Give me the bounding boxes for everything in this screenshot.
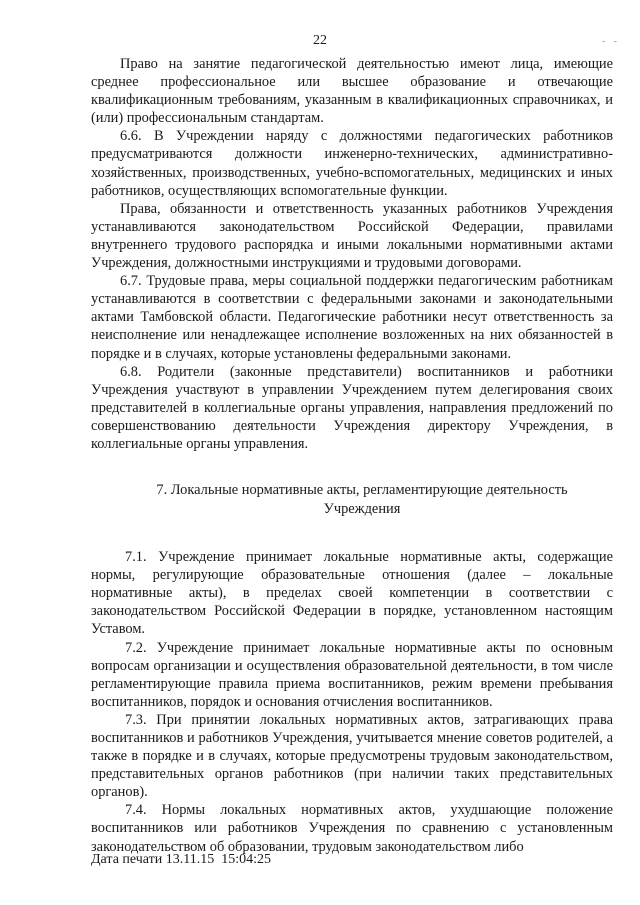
document-body [91, 55, 613, 856]
print-date-value: 13.11.15 [165, 852, 215, 867]
paragraph-qualification: Право на занятие педагогической деятельностью имеют лица, имеющие среднее профессиональное или высшее образование и отвечающие квалификационным требованиям, указанным в квалификационных справочниках, и (или) профессиональным стандартам. [91, 56, 613, 127]
section-7-heading-line-2: Учреждения [323, 500, 401, 517]
paragraph-6-7: 6.7. Трудовые права, меры социальной поддержки педагогическим работникам устанавливаются в соответствии с федеральными законами и законодательными актами Тамбовской области. Педагогические работники несут ответственность за неисполнение или ненадлежащее исполнение возложенных на них обязанностей в порядке и в случаях, которые установлены федеральными законами. [91, 273, 613, 362]
print-time-value: 15:04:25 [221, 852, 272, 867]
print-date-label: Дата печати [91, 852, 163, 867]
paragraph-6-8: 6.8. Родители (законные представители) воспитанников и работники Учреждения участвуют в управлении Учреждением путем делегирования своих представителей в коллегиальные органы управления, направления предложений по совершенствованию деятельности Учреждения директору Учреждения, в коллегиальные органы управления. [91, 363, 613, 452]
paragraph-7-1: 7.1. Учреждение принимает локальные нормативные акты, содержащие нормы, регулирующие образовательные отношения (далее – локальные нормативные акты), в пределах своей компетенции в соответствии с законодательством Российской Федерации в порядке, установленном настоящим Уставом. [91, 549, 613, 638]
section-7-heading [91, 481, 613, 518]
paragraph-7-3: 7.3. При принятии локальных нормативных актов, затрагивающих права воспитанников и работников Учреждения, учитывается мнение советов родителей, а также в порядке и в случаях, которые предусмотрены трудовым законодательством, представительных органов работников (при наличии таких представительных органов). [91, 711, 613, 801]
section-7-heading-line-1: 7. Локальные нормативные акты, регламентирующие деятельность [156, 482, 568, 499]
paragraph-workers-rights: Права, обязанности и ответственность указанных работников Учреждения устанавливаются законодательством Российской Федерации, правилами внутреннего трудового распорядка и иными локальными нормативными актами Учреждения, должностными инструкциями и трудовыми договорами. [91, 200, 613, 272]
paragraph-7-4: 7.4. Нормы локальных нормативных актов, ухудшающие положение воспитанников или работников Учреждения по сравнению с установленным законодательством об образовании, трудовым законодательством либо [91, 802, 613, 855]
corner-mark: - - [601, 36, 620, 47]
paragraph-7-2: 7.2. Учреждение принимает локальные нормативные акты по основным вопросам организации и осуществления образовательной деятельности, в том числе регламентирующие правила приема воспитанников, режим времени пребывания воспитанников, порядок и основания отчисления воспитанников. [91, 639, 613, 710]
page-number: 22 [313, 33, 327, 48]
print-date-footer [91, 852, 271, 868]
paragraph-6-6: 6.6. В Учреждении наряду с должностями педагогических работников предусматриваются должности инженерно-технических, административно-хозяйственных, производственных, учебно-вспомогательных, медицинских и иных работников, осуществляющих вспомогательные функции. [91, 128, 613, 199]
